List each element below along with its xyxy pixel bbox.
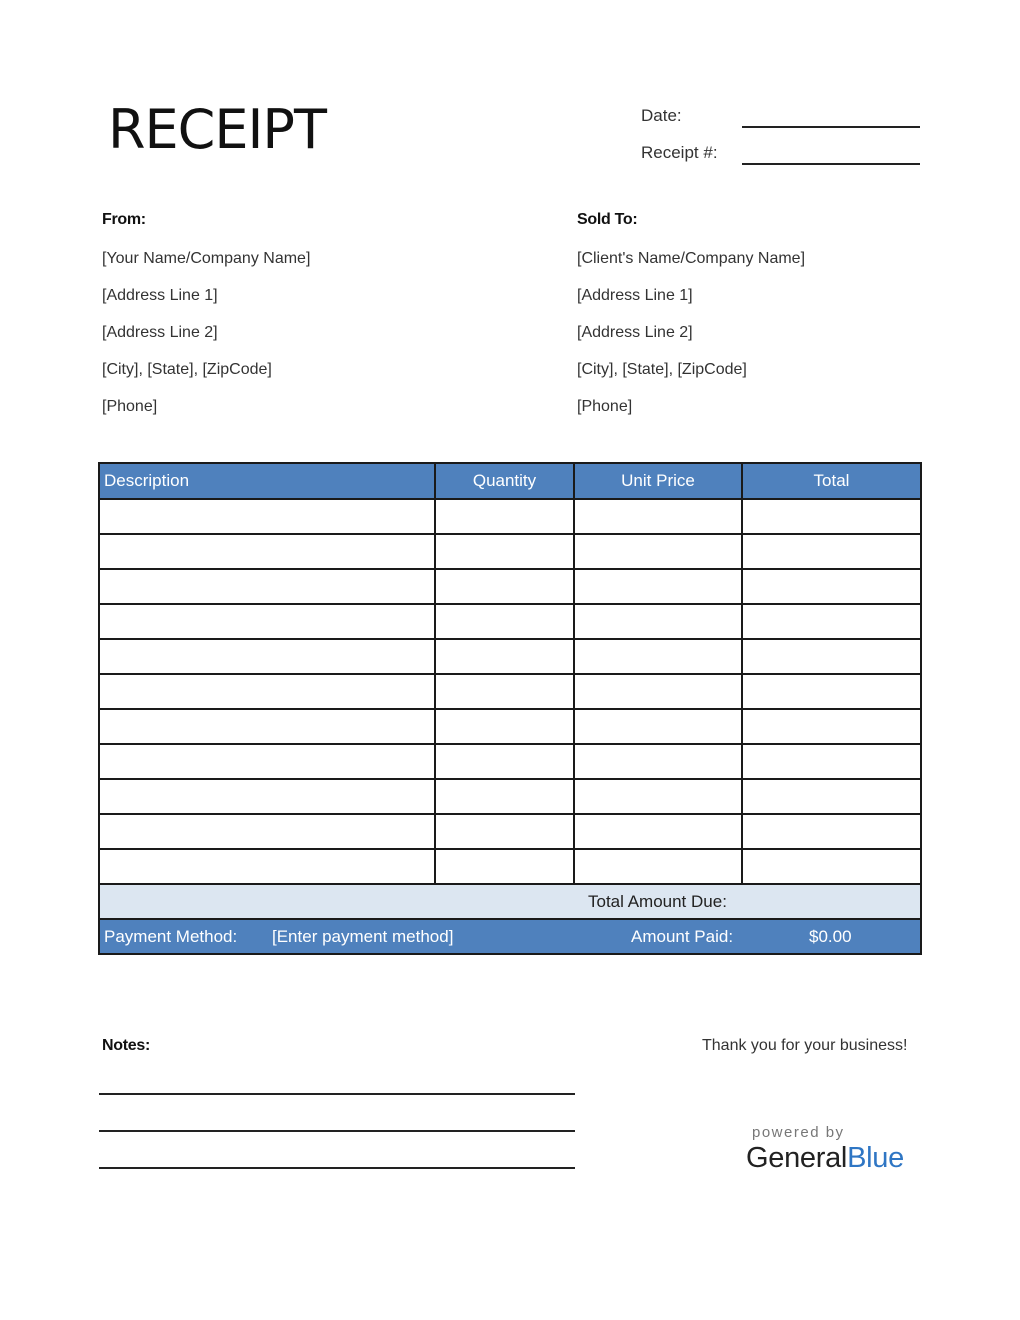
table-row: [99, 639, 921, 674]
table-row: [99, 814, 921, 849]
cell-description[interactable]: [99, 849, 435, 884]
client-address-line-1[interactable]: [Address Line 1]: [577, 287, 693, 304]
receipt-number-label: Receipt #:: [641, 143, 718, 162]
cell-description[interactable]: [99, 779, 435, 814]
table-row: [99, 779, 921, 814]
cell-description[interactable]: [99, 814, 435, 849]
cell-total[interactable]: [742, 674, 921, 709]
cell-description[interactable]: [99, 569, 435, 604]
cell-quantity[interactable]: [435, 534, 574, 569]
cell-description[interactable]: [99, 744, 435, 779]
powered-by-text: powered by: [752, 1124, 845, 1141]
date-field[interactable]: [742, 126, 920, 128]
client-phone[interactable]: [Phone]: [577, 398, 633, 415]
from-name[interactable]: [Your Name/Company Name]: [102, 250, 311, 267]
amount-paid-value[interactable]: $0.00: [809, 927, 852, 946]
generalblue-logo[interactable]: [746, 1142, 904, 1175]
payment-method-label: Payment Method:: [104, 927, 238, 946]
cell-total[interactable]: [742, 779, 921, 814]
cell-total[interactable]: [742, 569, 921, 604]
cell-quantity[interactable]: [435, 814, 574, 849]
cell-unit-price[interactable]: [574, 744, 742, 779]
cell-unit-price[interactable]: [574, 849, 742, 884]
cell-total[interactable]: [742, 709, 921, 744]
payment-row: [99, 919, 921, 954]
notes-line-2[interactable]: [99, 1130, 575, 1132]
column-header-total: Total: [742, 463, 921, 499]
from-heading: From:: [102, 211, 146, 228]
client-address-line-2[interactable]: [Address Line 2]: [577, 324, 693, 341]
total-amount-row: [99, 884, 921, 919]
sold-to-heading: Sold To:: [577, 211, 638, 228]
from-city-state-zip[interactable]: [City], [State], [ZipCode]: [102, 361, 272, 378]
cell-unit-price[interactable]: [574, 569, 742, 604]
cell-unit-price[interactable]: [574, 709, 742, 744]
notes-line-1[interactable]: [99, 1093, 575, 1095]
table-row: [99, 744, 921, 779]
date-label: Date:: [641, 106, 682, 125]
table-row: [99, 674, 921, 709]
cell-quantity[interactable]: [435, 849, 574, 884]
cell-unit-price[interactable]: [574, 534, 742, 569]
table-row: [99, 709, 921, 744]
cell-unit-price[interactable]: [574, 814, 742, 849]
column-header-quantity: Quantity: [435, 463, 574, 499]
notes-line-3[interactable]: [99, 1167, 575, 1169]
cell-quantity[interactable]: [435, 779, 574, 814]
cell-unit-price[interactable]: [574, 674, 742, 709]
cell-total[interactable]: [742, 639, 921, 674]
cell-description[interactable]: [99, 639, 435, 674]
cell-description[interactable]: [99, 674, 435, 709]
brand-general: General: [746, 1142, 848, 1174]
column-header-unit-price: Unit Price: [574, 463, 742, 499]
cell-quantity[interactable]: [435, 744, 574, 779]
cell-unit-price[interactable]: [574, 639, 742, 674]
column-header-description: Description: [99, 463, 435, 499]
cell-total[interactable]: [742, 744, 921, 779]
from-address-line-2[interactable]: [Address Line 2]: [102, 324, 218, 341]
from-address: [102, 240, 310, 425]
receipt-number-field[interactable]: [742, 163, 920, 165]
amount-paid-label: Amount Paid:: [631, 927, 734, 946]
cell-quantity[interactable]: [435, 639, 574, 674]
cell-description[interactable]: [99, 709, 435, 744]
brand-blue: Blue: [847, 1142, 904, 1174]
table-row: [99, 569, 921, 604]
notes-heading: Notes:: [102, 1037, 150, 1054]
cell-quantity[interactable]: [435, 569, 574, 604]
items-table: [98, 462, 922, 955]
from-phone[interactable]: [Phone]: [102, 398, 158, 415]
cell-total[interactable]: [742, 814, 921, 849]
client-city-state-zip[interactable]: [City], [State], [ZipCode]: [577, 361, 747, 378]
table-row: [99, 534, 921, 569]
payment-method-field[interactable]: [Enter payment method]: [272, 927, 454, 946]
cell-unit-price[interactable]: [574, 499, 742, 534]
cell-description[interactable]: [99, 534, 435, 569]
thank-you-message: Thank you for your business!: [702, 1037, 908, 1054]
page-title: RECEIPT: [108, 98, 326, 161]
cell-quantity[interactable]: [435, 709, 574, 744]
table-header-row: [99, 463, 921, 499]
cell-description[interactable]: [99, 499, 435, 534]
table-row: [99, 849, 921, 884]
cell-quantity[interactable]: [435, 604, 574, 639]
from-address-line-1[interactable]: [Address Line 1]: [102, 287, 218, 304]
table-row: [99, 604, 921, 639]
cell-total[interactable]: [742, 849, 921, 884]
cell-total[interactable]: [742, 604, 921, 639]
total-due-label: Total Amount Due:: [588, 892, 727, 911]
cell-unit-price[interactable]: [574, 604, 742, 639]
client-name[interactable]: [Client's Name/Company Name]: [577, 250, 806, 267]
table-row: [99, 499, 921, 534]
cell-total[interactable]: [742, 499, 921, 534]
cell-total[interactable]: [742, 534, 921, 569]
sold-to-address: [577, 240, 805, 425]
cell-description[interactable]: [99, 604, 435, 639]
cell-quantity[interactable]: [435, 674, 574, 709]
cell-quantity[interactable]: [435, 499, 574, 534]
cell-unit-price[interactable]: [574, 779, 742, 814]
